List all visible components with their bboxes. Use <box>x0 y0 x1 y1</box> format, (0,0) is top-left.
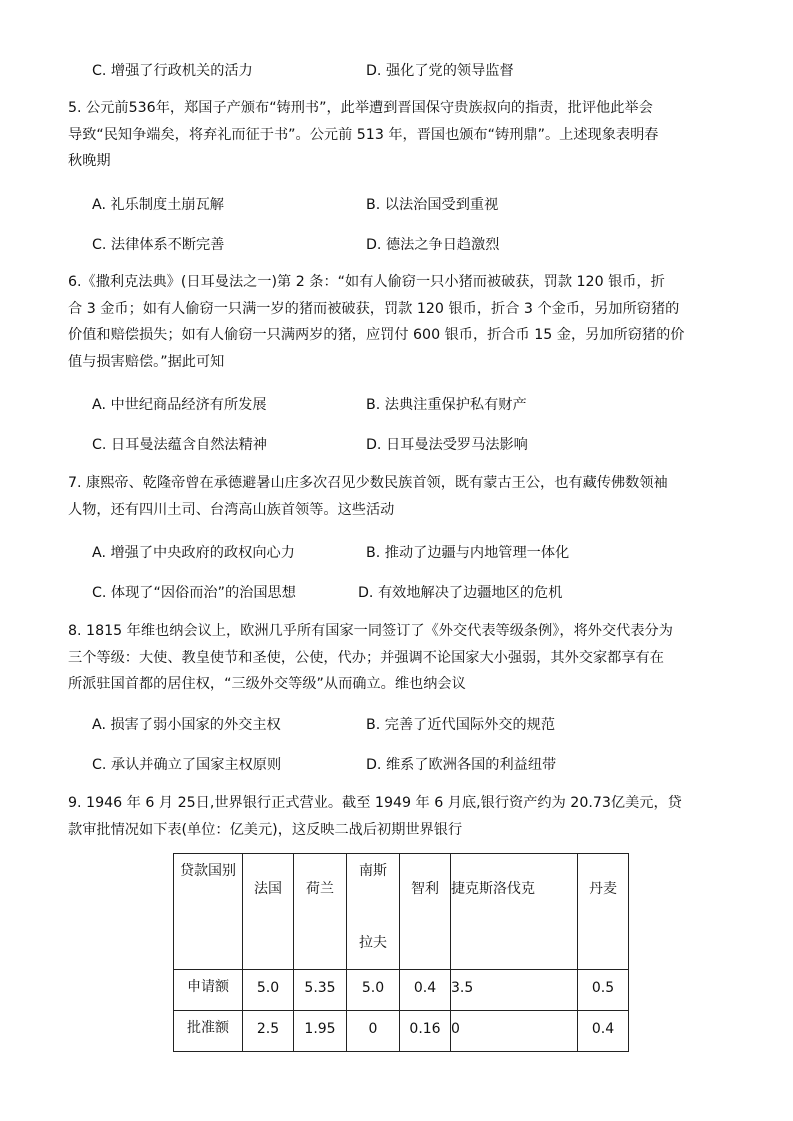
loan-table <box>173 853 629 1052</box>
table-cell: 0.4 <box>578 1011 629 1052</box>
q5-option-c[interactable]: C. 法律体系不断完善 <box>92 237 225 253</box>
question-5 <box>68 95 728 175</box>
q5-line: 导致“民知争端矣，将弃礼而征于书”。公元前 513 年，晋国也颁布“铸刑鼎”。上述现象表明春 <box>68 126 659 143</box>
q6-line: 6.《撒利克法典》(日耳曼法之一)第 2 条：“如有人偷窃一只小猪而被破获，罚款 120 银币，折 <box>68 274 665 290</box>
header-cell: 智利 <box>400 854 451 970</box>
q7-option-b[interactable]: B. 推动了边疆与内地管理一体化 <box>366 545 570 561</box>
table-cell: 5.0 <box>243 970 294 1011</box>
table-cell: 5.35 <box>294 970 347 1011</box>
header-cell: 荷兰 <box>294 854 347 970</box>
header-cell: 南斯 拉夫 <box>347 854 400 970</box>
q8-option-a[interactable]: A. 损害了弱小国家的外交主权 <box>92 717 281 733</box>
q6-line: 价值和赔偿损失；如有人偷窃一只满两岁的猪，应罚付 600 银币，折合币 15 金，另加所窃猪的价 <box>68 327 685 343</box>
q4-option-d[interactable]: D. 强化了党的领导监督 <box>366 63 514 79</box>
q8-option-d[interactable]: D. 维系了欧洲各国的利益纽带 <box>366 757 557 773</box>
question-6 <box>68 269 728 375</box>
table-cell: 0.5 <box>578 970 629 1011</box>
table-row <box>174 970 629 1011</box>
question-8 <box>68 618 728 698</box>
table-cell: 0 <box>451 1011 578 1052</box>
row-label: 批准额 <box>174 1011 243 1052</box>
q6-line: 值与损害赔偿。”据此可知 <box>68 353 225 370</box>
table-cell: 0 <box>347 1011 400 1052</box>
header-cell: 捷克斯洛伐克 <box>451 854 578 970</box>
q6-option-a[interactable]: A. 中世纪商品经济有所发展 <box>92 397 267 413</box>
table-cell: 0.16 <box>400 1011 451 1052</box>
table-header-row <box>174 854 629 970</box>
table-corner-cell: 贷款国别 <box>174 854 243 970</box>
q6-line: 合 3 金币；如有人偷窃一只满一岁的猪而被破获，罚款 120 银币，折合 3 个金币，另加所窃猪的 <box>68 300 680 317</box>
header-cell: 法国 <box>243 854 294 970</box>
question-7 <box>68 470 728 523</box>
q7-option-a[interactable]: A. 增强了中央政府的政权向心力 <box>92 545 295 561</box>
q5-option-b[interactable]: B. 以法治国受到重视 <box>366 197 499 213</box>
table-cell: 1.95 <box>294 1011 347 1052</box>
q7-option-d[interactable]: D. 有效地解决了边疆地区的危机 <box>358 585 563 601</box>
q9-line: 9. 1946 年 6 月 25日,世界银行正式营业。截至 1949 年 6 月底,银行资产约为 20.73亿美元，贷 <box>68 795 682 811</box>
q6-option-b[interactable]: B. 法典注重保护私有财产 <box>366 397 527 413</box>
question-9 <box>68 790 728 843</box>
q5-option-d[interactable]: D. 德法之争日趋激烈 <box>366 237 500 253</box>
row-label: 申请额 <box>174 970 243 1011</box>
table-cell: 0.4 <box>400 970 451 1011</box>
q7-line: 人物，还有四川土司、台湾高山族首领等。这些活动 <box>68 501 395 518</box>
q5-line: 秋晚期 <box>68 153 111 169</box>
table-row <box>174 1011 629 1052</box>
table-cell: 2.5 <box>243 1011 294 1052</box>
q8-option-b[interactable]: B. 完善了近代国际外交的规范 <box>366 717 556 733</box>
q8-line: 所派驻国首都的居住权，“三级外交等级”从而确立。维也纳会议 <box>68 676 466 692</box>
header-cell: 丹麦 <box>578 854 629 970</box>
q9-line: 款审批情况如下表(单位：亿美元)，这反映二战后初期世界银行 <box>68 821 463 838</box>
table-cell: 5.0 <box>347 970 400 1011</box>
q8-line: 三个等级：大使、教皇使节和圣使，公使，代办；并强调不论国家大小强弱，其外交家都享有在 <box>68 649 664 666</box>
q6-option-d[interactable]: D. 日耳曼法受罗马法影响 <box>366 437 528 453</box>
q8-line: 8. 1815 年维也纳会议上，欧洲几乎所有国家一同签订了《外交代表等级条例》，将外交代表分为 <box>68 623 673 639</box>
q5-line: 5. 公元前536年，郑国子产颁布“铸刑书”，此举遭到晋国保守贵族叔向的指责，批评他此举会 <box>68 100 653 116</box>
table-cell: 3.5 <box>451 970 578 1011</box>
q7-line: 7. 康熙帝、乾隆帝曾在承德避暑山庄多次召见少数民族首领，既有蒙古王公，也有藏传佛数领袖 <box>68 475 668 491</box>
q7-option-c[interactable]: C. 体现了“因俗而治”的治国思想 <box>92 585 296 601</box>
q6-option-c[interactable]: C. 日耳曼法蕴含自然法精神 <box>92 437 267 453</box>
q4-option-c[interactable]: C. 增强了行政机关的活力 <box>92 63 253 79</box>
q5-option-a[interactable]: A. 礼乐制度土崩瓦解 <box>92 197 224 213</box>
q8-option-c[interactable]: C. 承认并确立了国家主权原则 <box>92 757 282 773</box>
